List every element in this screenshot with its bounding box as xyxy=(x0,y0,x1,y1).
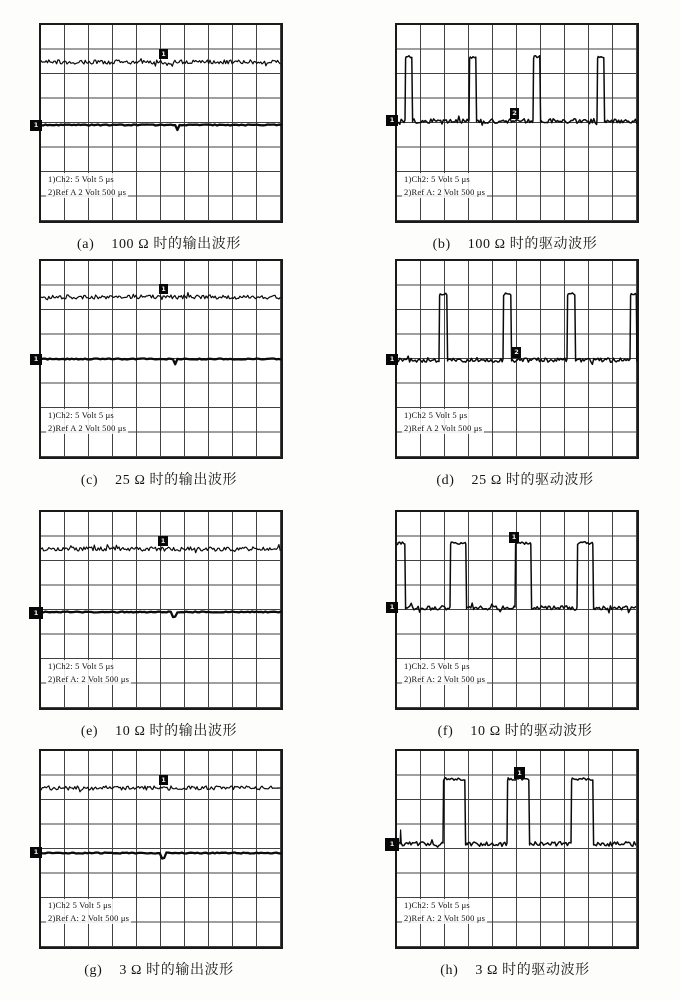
channel2-setting-label: 2)Ref A: 2 Volt 500 μs xyxy=(404,673,486,684)
panel-caption xyxy=(39,469,279,489)
trace-marker-top: 2 xyxy=(510,108,519,119)
scope-panel-g xyxy=(33,749,279,979)
trace-marker-left: 1 xyxy=(29,607,43,619)
channel1-setting-label: 1)Ch2: 5 Volt 5 μs xyxy=(48,410,114,420)
channel1-setting-label: 1)Ch2: 5 Volt 5 μs xyxy=(404,174,470,184)
channel1-setting-label: 1)Ch2: 5 Volt 5 μs xyxy=(48,174,114,184)
trace-marker-left: 1 xyxy=(386,115,398,126)
oscilloscope-grid xyxy=(389,749,639,949)
oscilloscope-grid xyxy=(389,23,639,223)
trace-marker-top: 2 xyxy=(512,347,521,358)
scope-panel-e xyxy=(33,510,279,740)
oscilloscope-grid xyxy=(33,259,283,459)
trace-marker-left: 1 xyxy=(386,354,398,365)
trace-marker-left: 1 xyxy=(386,602,398,613)
trace-marker-top: 1 xyxy=(159,49,168,59)
scope-panel-c xyxy=(33,259,279,489)
oscilloscope-grid xyxy=(33,749,283,949)
scope-settings-labels xyxy=(46,899,131,924)
caption-index: (a) xyxy=(77,237,95,252)
caption-index: (g) xyxy=(84,963,103,978)
panel-caption xyxy=(395,469,635,489)
channel2-setting-label: 2)Ref A: 2 Volt 500 μs xyxy=(404,186,486,197)
channel2-setting-label: 2)Ref A 2 Volt 500 μs xyxy=(404,422,483,433)
channel2-setting-label: 2)Ref A: 2 Volt 500 μs xyxy=(48,673,130,684)
caption-text: 3 Ω 时的驱动波形 xyxy=(475,963,590,978)
channel1-setting-label: 1)Ch2. 5 Volt 5 μs xyxy=(404,661,470,671)
scope-panel-a xyxy=(33,23,279,253)
panel-caption xyxy=(39,959,279,979)
trace-marker-top: 1 xyxy=(514,767,525,779)
trace-marker-left: 1 xyxy=(30,847,42,858)
panel-caption xyxy=(395,233,635,253)
channel2-setting-label: 2)Ref A 2 Volt 500 μs xyxy=(48,422,127,433)
channel1-setting-label: 1)Ch2: 5 Volt 5 μs xyxy=(404,900,470,910)
scope-settings-labels xyxy=(402,409,484,434)
channel1-setting-label: 1)Ch2: 5 Volt 5 μs xyxy=(48,661,114,671)
scope-settings-labels xyxy=(402,899,487,924)
channel2-setting-label: 2)Ref A: 2 Volt 500 μs xyxy=(404,912,486,923)
caption-index: (h) xyxy=(440,963,459,978)
channel1-setting-label: 1)Ch2 5 Volt 5 μs xyxy=(404,410,468,420)
oscilloscope-grid xyxy=(389,259,639,459)
panel-caption xyxy=(395,720,635,740)
trace-marker-top: 1 xyxy=(159,284,168,294)
panel-caption xyxy=(39,233,279,253)
caption-index: (d) xyxy=(436,473,455,488)
caption-text: 25 Ω 时的输出波形 xyxy=(115,473,238,488)
caption-index: (f) xyxy=(437,724,454,739)
scope-panel-h xyxy=(389,749,635,979)
oscilloscope-grid xyxy=(33,510,283,710)
caption-text: 10 Ω 时的驱动波形 xyxy=(470,724,593,739)
channel2-setting-label: 2)Ref A: 2 Volt 500 μs xyxy=(48,912,130,923)
scope-panel-f xyxy=(389,510,635,740)
scope-settings-labels xyxy=(46,173,128,198)
panel-caption xyxy=(395,959,635,979)
trace-marker-left: 1 xyxy=(30,120,42,131)
caption-index: (b) xyxy=(432,237,451,252)
oscilloscope-grid xyxy=(389,510,639,710)
caption-text: 3 Ω 时的输出波形 xyxy=(119,963,234,978)
oscilloscope-grid xyxy=(33,23,283,223)
caption-text: 100 Ω 时的驱动波形 xyxy=(467,237,598,252)
scope-settings-labels xyxy=(402,173,487,198)
trace-marker-top: 1 xyxy=(158,536,168,546)
caption-text: 10 Ω 时的输出波形 xyxy=(115,724,238,739)
caption-index: (e) xyxy=(80,724,99,739)
scope-settings-labels xyxy=(46,409,128,434)
trace-marker-top: 1 xyxy=(159,775,168,785)
caption-index: (c) xyxy=(80,473,99,488)
scope-settings-labels xyxy=(402,660,487,685)
scope-panel-d xyxy=(389,259,635,489)
channel2-setting-label: 2)Ref A 2 Volt 500 μs xyxy=(48,186,127,197)
channel1-setting-label: 1)Ch2 5 Volt 5 μs xyxy=(48,900,112,910)
trace-marker-top: 1 xyxy=(509,532,519,543)
scope-panel-b xyxy=(389,23,635,253)
caption-text: 25 Ω 时的驱动波形 xyxy=(471,473,594,488)
caption-text: 100 Ω 时的输出波形 xyxy=(111,237,241,252)
scope-settings-labels xyxy=(46,660,131,685)
trace-marker-left: 1 xyxy=(30,354,42,365)
panel-caption xyxy=(39,720,279,740)
trace-marker-left: 1 xyxy=(385,838,399,851)
